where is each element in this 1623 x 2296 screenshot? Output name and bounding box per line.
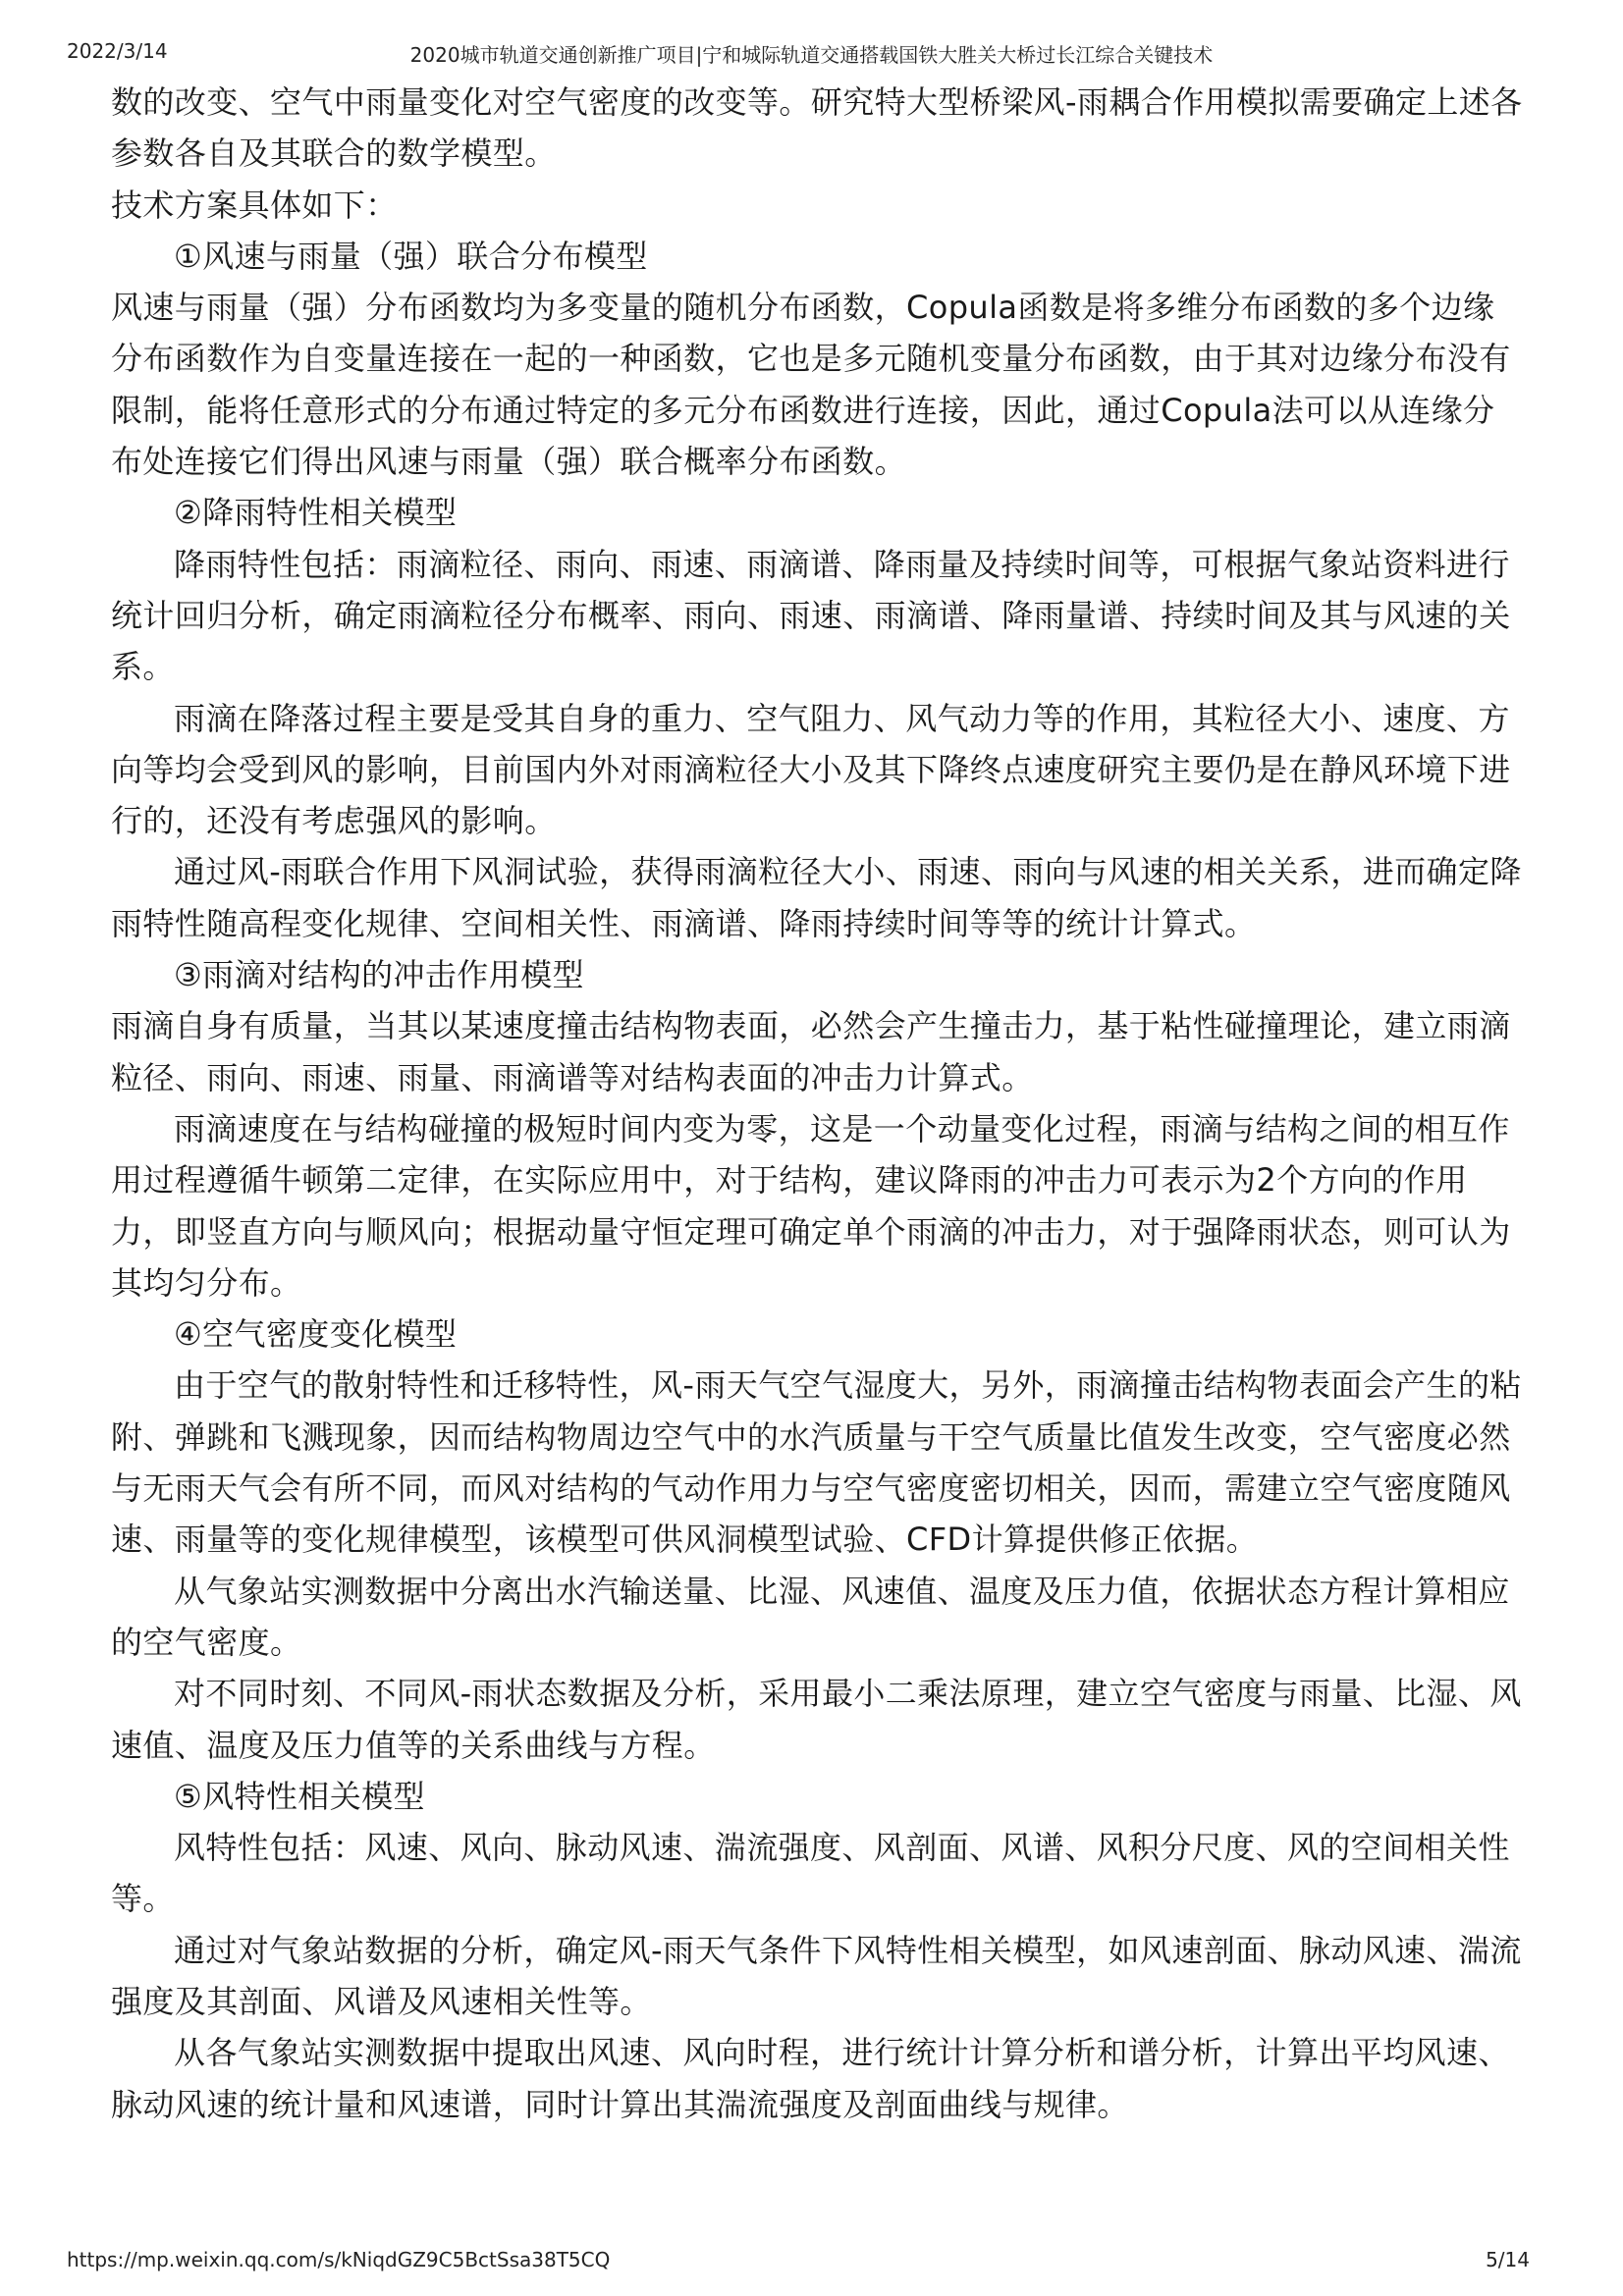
paragraph: 从气象站实测数据中分离出水汽输送量、比湿、风速值、温度及压力值，依据状态方程计算相应的空气密度。: [111, 1572, 1510, 1661]
section-heading: ①风速与雨量（强）联合分布模型: [174, 237, 648, 275]
paragraph: 通过对气象站数据的分析，确定风-雨天气条件下风特性相关模型，如风速剖面、脉动风速、湍流强度及其剖面、风谱及风速相关性等。: [111, 1931, 1522, 2020]
paragraph: 通过风-雨联合作用下风洞试验，获得雨滴粒径大小、雨速、雨向与风速的相关关系，进而确定降雨特性随高程变化规律、空间相关性、雨滴谱、降雨持续时间等等的统计计算式。: [111, 853, 1522, 942]
paragraph: 降雨特性包括：雨滴粒径、雨向、雨速、雨滴谱、降雨量及持续时间等，可根据气象站资料进行统计回归分析，确定雨滴粒径分布概率、雨向、雨速、雨滴谱、降雨量谱、持续时间及其与风速的关系。: [111, 545, 1511, 686]
paragraph: 由于空气的散射特性和迁移特性，风-雨天气空气湿度大，另外，雨滴撞击结构物表面会产生的粘附、弹跳和飞溅现象，因而结构物周边空气中的水汽质量与干空气质量比值发生改变，空气密度必然与无雨天气会有所不同，而风对结构的气动作用力与空气密度密切相关，因而，需建立空气密度随风速、雨量等的变化规律模型，该模型可供风洞模型试验、CFD计算提供修正依据。: [111, 1366, 1522, 1559]
paragraph: 对不同时刻、不同风-雨状态数据及分析，采用最小二乘法原理，建立空气密度与雨量、比湿、风速值、温度及压力值等的关系曲线与方程。: [111, 1675, 1522, 1764]
section-heading: ⑤风特性相关模型: [174, 1777, 425, 1815]
article-body: [111, 77, 1525, 2130]
page-header-title: 2020城市轨道交通创新推广项目|宁和城际轨道交通搭载国铁大胜关大桥过长江综合关键技术: [409, 43, 1214, 67]
paragraph: 雨滴速度在与结构碰撞的极短时间内变为零，这是一个动量变化过程，雨滴与结构之间的相互作用过程遵循牛顿第二定律，在实际应用中，对于结构，建议降雨的冲击力可表示为2个方向的作用力，即竖直方向与顺风向；根据动量守恒定理可确定单个雨滴的冲击力，对于强降雨状态，则可认为其均匀分布。: [111, 1109, 1511, 1302]
paragraph: 数的改变、空气中雨量变化对空气密度的改变等。研究特大型桥梁风-雨耦合作用模拟需要确定上述各参数各自及其联合的数学模型。: [111, 83, 1523, 173]
section-heading: ④空气密度变化模型: [174, 1315, 458, 1354]
paragraph: 风特性包括：风速、风向、脉动风速、湍流强度、风剖面、风谱、风积分尺度、风的空间相关性等。: [111, 1829, 1510, 1918]
section-heading: ②降雨特性相关模型: [174, 494, 458, 532]
section-heading: ③雨滴对结构的冲击作用模型: [174, 956, 584, 994]
source-url[interactable]: https://mp.weixin.qq.com/s/kNiqdGZ9C5BctSsa38T5CQ: [67, 2248, 611, 2271]
paragraph: 技术方案具体如下：: [111, 186, 398, 224]
paragraph: 从各气象站实测数据中提取出风速、风向时程，进行统计计算分析和谱分析，计算出平均风速、脉动风速的统计量和风速谱，同时计算出其湍流强度及剖面曲线与规律。: [111, 2034, 1510, 2123]
paragraph: 雨滴在降落过程主要是受其自身的重力、空气阻力、风气动力等的作用，其粒径大小、速度、方向等均会受到风的影响，目前国内外对雨滴粒径大小及其下降终点速度研究主要仍是在静风环境下进行的，还没有考虑强风的影响。: [111, 699, 1511, 840]
paragraph: 风速与雨量（强）分布函数均为多变量的随机分布函数，Copula函数是将多维分布函数的多个边缘分布函数作为自变量连接在一起的一种函数，它也是多元随机变量分布函数，由于其对边缘分布没有限制，能将任意形式的分布通过特定的多元分布函数进行连接，因此，通过Copula法可以从连缘分布处连接它们得出风速与雨量（强）联合概率分布函数。: [111, 289, 1511, 481]
print-date: 2022/3/14: [67, 39, 168, 63]
page-number: 5/14: [1486, 2248, 1530, 2271]
paragraph: 雨滴自身有质量，当其以某速度撞击结构物表面，必然会产生撞击力，基于粘性碰撞理论，建立雨滴粒径、雨向、雨速、雨量、雨滴谱等对结构表面的冲击力计算式。: [111, 1007, 1511, 1096]
